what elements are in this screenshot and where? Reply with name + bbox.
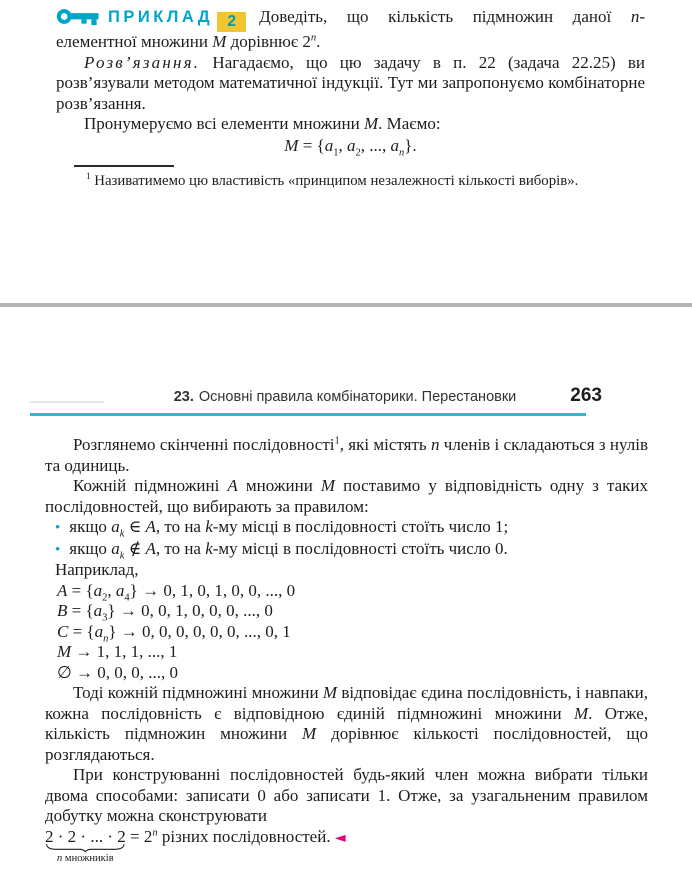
example-statement: Доведіть, що кількість підмножин даної n-елементної множини M дорівнює 2$^n$.	[56, 7, 645, 51]
example-number-badge: 2	[217, 12, 246, 32]
example-block	[56, 6, 645, 53]
section-title: Основні правила комбінаторики. Перестановки	[198, 389, 517, 405]
example-label: ПРИКЛАД	[108, 8, 214, 26]
footnote-text: $^1$ Називатимемо цю властивість «принципом незалежності кількості виборів».	[86, 170, 579, 189]
paragraph-bijection: Тоді кожній підмножині множини M відповідає єдина послідовність, і навпаки, кожна послідовність є відповідною єдиній підмножині множини M. Отже, кількість підмножин множини M дорівнює кількості послідовностей, що розглядаються.	[45, 683, 648, 764]
underbrace-group	[43, 844, 127, 864]
example-sequence-A: $A = \{a_2$, $a_4\} \to 0$, 1, 0, 1, 0, 0, ..., 0	[57, 580, 296, 603]
product-expression	[45, 826, 126, 864]
examples-intro: Наприклад,	[55, 560, 139, 579]
example-sequence-B: $B = \{a_3\} \to 0$, 0, 1, 0, 0, 0, ..., 0	[57, 601, 273, 624]
solution-paragraph: Розв’язання. Нагадаємо, що цю задачу в п. 22 (задача 22.25) ви розв’язували методом математичної індукції. Тут ми запропонуємо комбінаторне розв’язання.	[56, 52, 645, 113]
bullet-icon: •	[55, 541, 61, 558]
example-sequence-empty: ∅ → 0, 0, 0, ..., 0	[57, 662, 179, 682]
key-icon	[56, 7, 101, 26]
paragraph-construction: При конструюванні послідовностей будь-який член можна вибрати тільки двома способами: записати 0 або записати 1. Отже, за узагальненим правилом добутку можна сконструювати	[45, 765, 648, 825]
page-body	[45, 435, 649, 864]
underbrace-label: n множників	[57, 852, 114, 864]
rule-item-1	[55, 517, 648, 539]
footnote-block	[56, 165, 645, 192]
example-sequence-C: $C = \{a_n\} \to 0$, 0, 0, 0, 0, 0, ..., 0, 1	[57, 621, 291, 644]
rule-item-1-text: якщо $a_k$ ∈ A, то на k-му місці в послідовності стоїть число 1;	[69, 517, 509, 540]
product-terms: 2 · 2 · ... · 2	[45, 826, 126, 846]
rule-item-2	[55, 539, 648, 561]
example-sequence-M: M → 1, 1, 1, ..., 1	[57, 642, 178, 661]
paragraph-correspondence: Кожній підмножині A множини M поставимо у відповідність одну з таких послідовностей, що вибирають за правилом:	[45, 476, 648, 516]
underbrace-icon	[45, 844, 126, 852]
bullet-icon: •	[55, 520, 61, 536]
bottom-page	[0, 307, 692, 870]
header-leader-line	[30, 401, 104, 403]
page-number: 263	[570, 385, 602, 406]
footnote-rule	[74, 165, 174, 167]
paragraph-sequences: Розглянемо скінченні послідовності$^1$, які містять n членів і складаються з нулів та одиниць.	[45, 435, 649, 475]
conclusion-tail: = $2^n$ різних послідовностей.	[125, 826, 335, 846]
numbering-paragraph: Пронумеруємо всі елементи множини M. Маємо:	[84, 114, 441, 133]
header-rule	[30, 413, 586, 416]
section-number: 23.	[173, 389, 194, 405]
rule-item-2-text: якщо $a_k$ ∉ A, то на k-му місці в послідовності стоїть число 0.	[69, 538, 508, 561]
end-of-solution-icon: ◄	[334, 829, 346, 846]
running-head	[104, 389, 586, 405]
conclusion-line	[45, 826, 648, 864]
top-page-fragment	[0, 0, 692, 303]
set-formula: $M = \{a_1$, $a_2$, ..., $a_n$}.	[284, 135, 417, 158]
